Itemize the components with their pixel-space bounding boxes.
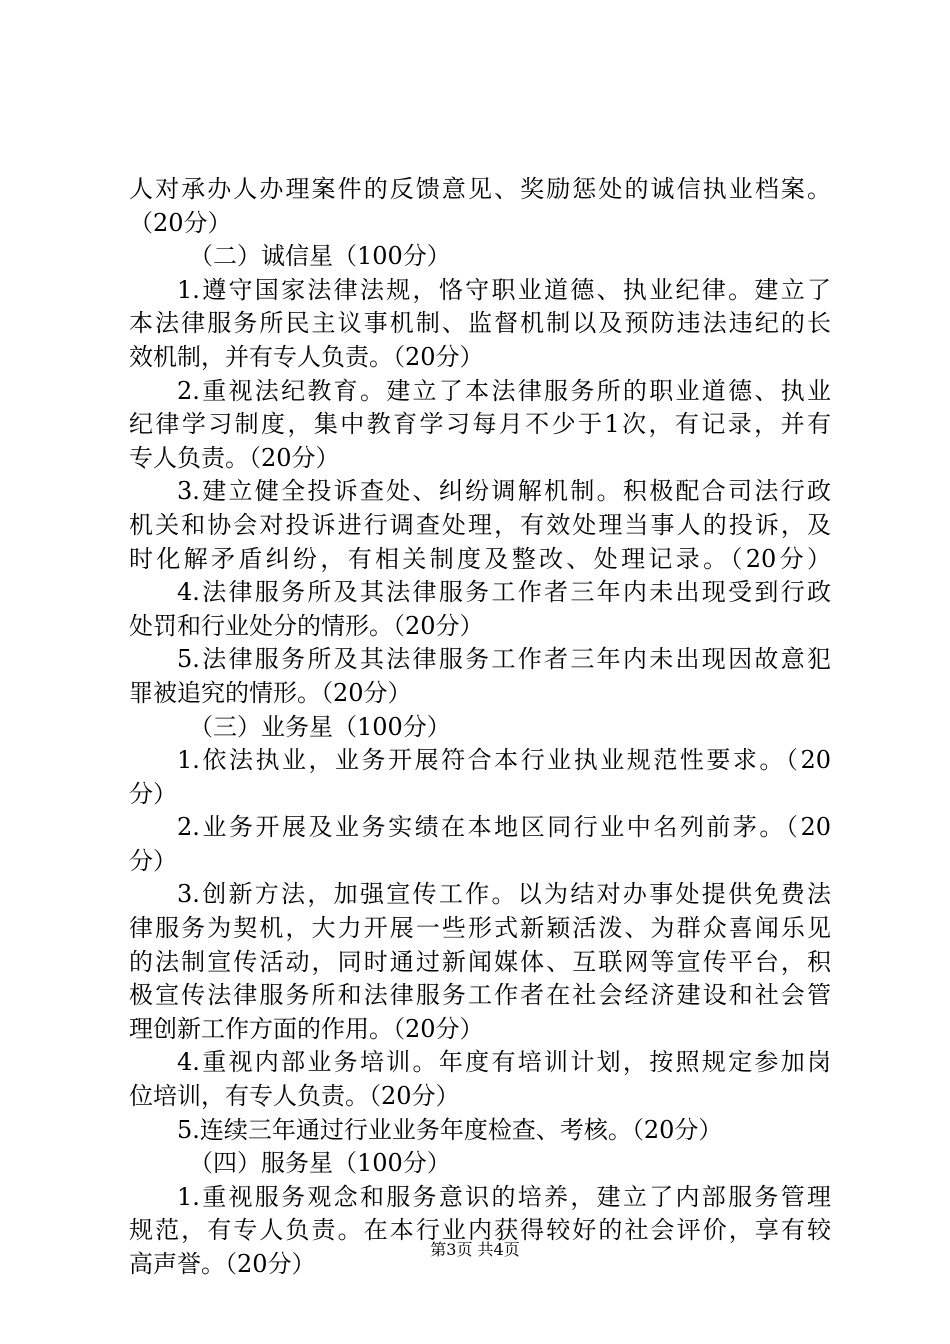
- text-line: 4.法律服务所及其法律服务工作者三年内未出现受到行政: [177, 578, 831, 607]
- text-line: 位培训，有专人负责。（20分）: [129, 1082, 460, 1111]
- text-line: （20分）: [129, 208, 232, 237]
- text-line: 1.遵守国家法律法规，恪守职业道德、执业纪律。建立了: [177, 275, 831, 304]
- text-line: 效机制，并有专人负责。（20分）: [129, 342, 484, 371]
- text-line: 3.创新方法，加强宣传工作。以为结对办事处提供免费法: [177, 880, 831, 909]
- text-line: 专人负责。（20分）: [129, 443, 340, 472]
- text-line: 4.重视内部业务培训。年度有培训计划，按照规定参加岗: [177, 1048, 831, 1077]
- text-line: 纪律学习制度，集中教育学习每月不少于1次，有记录，并有: [129, 410, 831, 439]
- text-line: 1.依法执业，业务开展符合本行业执业规范性要求。（20: [177, 746, 831, 775]
- section-heading: （二）诚信星（100分）: [189, 242, 451, 271]
- text-line: 2.重视法纪教育。建立了本法律服务所的职业道德、执业: [177, 376, 831, 405]
- section-heading: （三）业务星（100分）: [189, 712, 451, 741]
- document-body: [129, 173, 831, 1282]
- text-line: 规范，有专人负责。在本行业内获得较好的社会评价，享有较: [129, 1216, 831, 1245]
- text-line: 处罚和行业处分的情形。（20分）: [129, 611, 484, 640]
- text-line: 理创新工作方面的作用。（20分）: [129, 1014, 484, 1043]
- text-line: 3.建立健全投诉查处、纠纷调解机制。积极配合司法行政: [177, 477, 831, 506]
- text-line: 5.法律服务所及其法律服务工作者三年内未出现因故意犯: [177, 645, 831, 674]
- text-line: 分）: [129, 779, 177, 808]
- text-line: 人对承办人办理案件的反馈意见、奖励惩处的诚信执业档案。: [129, 175, 831, 203]
- text-line: 分）: [129, 846, 177, 875]
- section-heading: （四）服务星（100分）: [189, 1149, 451, 1178]
- text-line: 1.重视服务观念和服务意识的培养，建立了内部服务管理: [177, 1182, 831, 1211]
- text-line: 律服务为契机，大力开展一些形式新颖活泼、为群众喜闻乐见: [129, 914, 831, 943]
- page-number-footer: 第3页 共4页: [430, 1240, 520, 1259]
- text-line: 机关和协会对投诉进行调查处理，有效处理当事人的投诉，及: [129, 510, 831, 539]
- text-line: 极宣传法律服务所和法律服务工作者在社会经济建设和社会管: [129, 981, 831, 1010]
- text-line: 本法律服务所民主议事机制、监督机制以及预防违法违纪的长: [129, 309, 831, 338]
- text-line: 的法制宣传活动，同时通过新闻媒体、互联网等宣传平台，积: [129, 947, 831, 976]
- text-line: 高声誉。（20分）: [129, 1250, 316, 1278]
- text-line: 罪被追究的情形。（20分）: [129, 678, 412, 707]
- text-line: 2.业务开展及业务实绩在本地区同行业中名列前茅。（20: [177, 813, 831, 842]
- text-line: 时化解矛盾纠纷，有相关制度及整改、处理记录。（20分）: [129, 544, 831, 573]
- text-line: 5.连续三年通过行业业务年度检查、考核。（20分）: [177, 1115, 723, 1144]
